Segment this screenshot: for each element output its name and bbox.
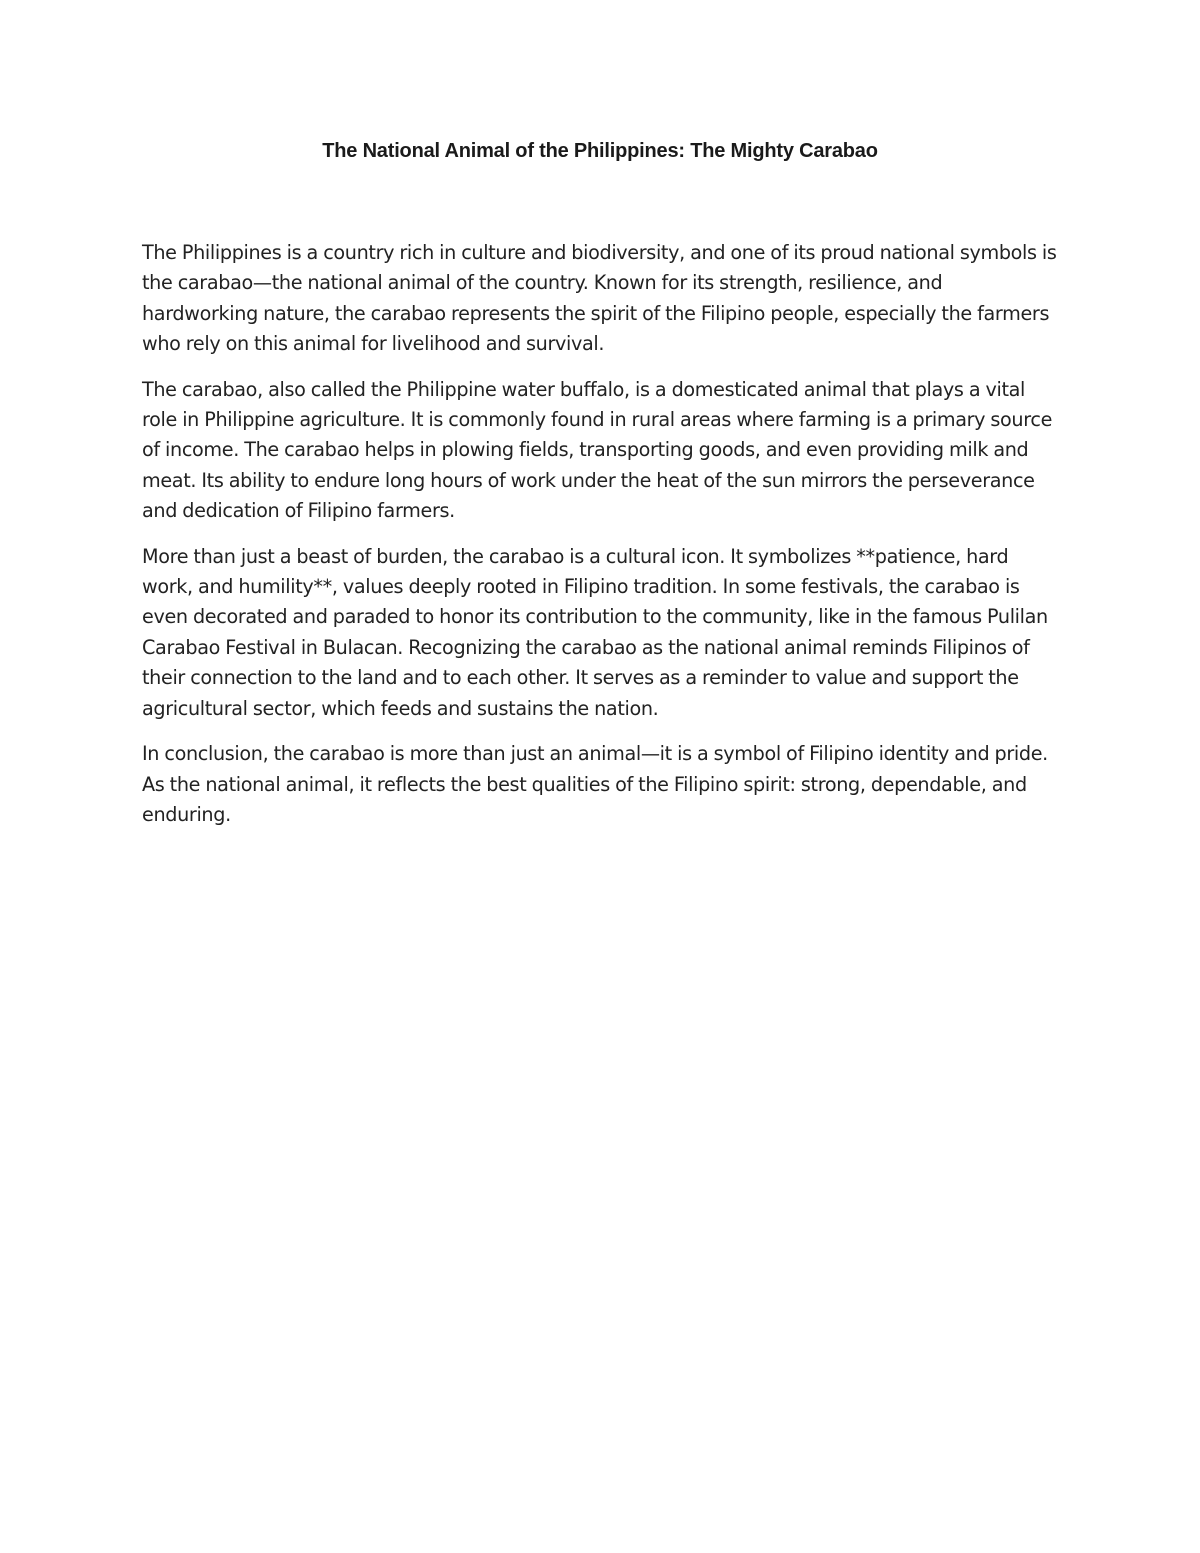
paragraph-conclusion: In conclusion, the carabao is more than just an animal—it is a symbol of Filipino identity and pride. As the national animal, it reflects the best qualities of the Filipino spirit: strong, dependable, and enduring. [142, 742, 1048, 826]
paragraph-cultural-icon: More than just a beast of burden, the carabao is a cultural icon. It symbolizes **patience, hard work, and humility**, values deeply rooted in Filipino tradition. In some festivals, the carabao is even decorated and paraded to honor its contribution to the community, like in the famous Pulilan Carabao Festival in Bulacan. Recognizing the carabao as the national animal reminds Filipinos of their connection to the land and to each other. It serves as a reminder to value and support the agricultural sector, which feeds and sustains the nation. [142, 544, 1048, 720]
paragraph-agriculture: The carabao, also called the Philippine water buffalo, is a domesticated animal that plays a vital role in Philippine agriculture. It is commonly found in rural areas where farming is a primary source of income. The carabao helps in plowing fields, transporting goods, and even providing milk and meat. Its ability to endure long hours of work under the heat of the sun mirrors the perseverance and dedication of Filipino farmers. [142, 377, 1053, 523]
paragraph-intro: The Philippines is a country rich in culture and biodiversity, and one of its proud national symbols is the carabao—the national animal of the country. Known for its strength, resilience, and hardworking nature, the carabao represents the spirit of the Filipino people, especially the farmers who rely on this animal for livelihood and survival. [142, 241, 1057, 356]
document-title: The National Animal of the Philippines: The Mighty Carabao [322, 140, 878, 162]
document-body [142, 238, 1062, 845]
